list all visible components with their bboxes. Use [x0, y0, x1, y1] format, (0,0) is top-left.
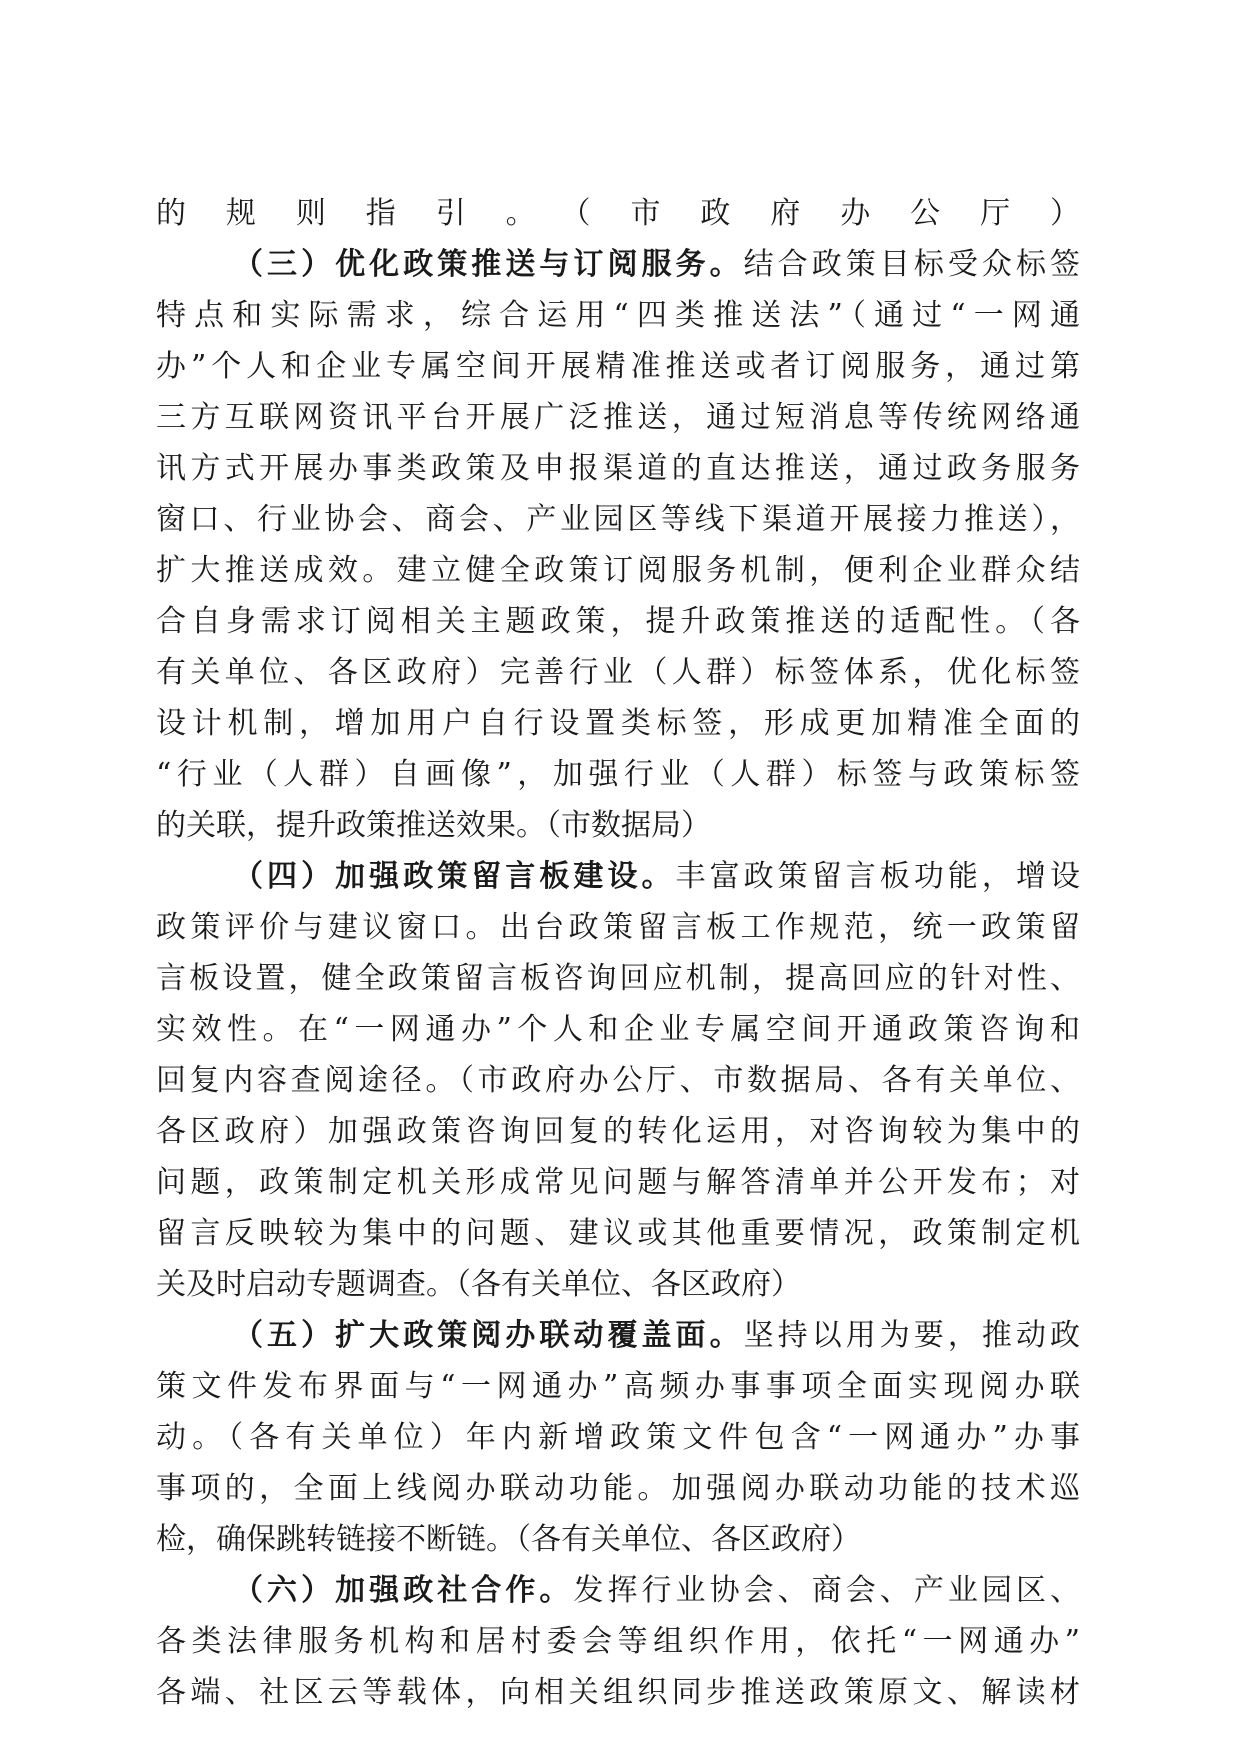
text-line — [156, 494, 1080, 545]
text-line — [156, 902, 1080, 953]
body-text: 政策评价与建议窗口。出台政策留言板工作规范，统一政策留 — [156, 910, 1080, 945]
body-text: “行业（人群）自画像”，加强行业（人群）标签与政策标签 — [156, 757, 1080, 792]
text-line — [156, 1259, 1080, 1310]
section-heading: （五）扩大政策阅办联动覆盖面。 — [233, 1318, 744, 1353]
text-line — [156, 1412, 1080, 1463]
body-text: 动。（各有关单位）年内新增政策文件包含“一网通办”办事 — [156, 1420, 1080, 1455]
paragraph-first-line — [156, 239, 1080, 290]
body-text: 特点和实际需求，综合运用“四类推送法”（通过“一网通 — [156, 298, 1080, 333]
text-line — [156, 1157, 1080, 1208]
body-text: 实效性。在“一网通办”个人和企业专属空间开通政策咨询和 — [156, 1012, 1080, 1047]
body-text: 有关单位、各区政府）完善行业（人群）标签体系，优化标签 — [156, 655, 1080, 690]
text-line — [156, 1667, 1080, 1718]
body-text: 的规则指引。（市政府办公厅） — [156, 196, 1080, 231]
text-line — [156, 1106, 1080, 1157]
section-heading: （六）加强政社合作。 — [233, 1573, 574, 1608]
body-text: 扩大推送成效。建立健全政策订阅服务机制，便利企业群众结 — [156, 553, 1080, 588]
body-text: 留言反映较为集中的问题、建议或其他重要情况，政策制定机 — [156, 1216, 1080, 1251]
text-line — [156, 596, 1080, 647]
body-text: 策文件发布界面与“一网通办”高频办事事项全面实现阅办联 — [156, 1369, 1080, 1404]
body-text: 讯方式开展办事类政策及申报渠道的直达推送，通过政务服务 — [156, 451, 1080, 486]
body-text: 各类法律服务机构和居村委会等组织作用，依托“一网通办” — [156, 1624, 1080, 1659]
text-line — [156, 1514, 1080, 1565]
body-text: 关及时启动专题调查。（各有关单位、各区政府） — [156, 1267, 801, 1302]
text-line — [156, 953, 1080, 1004]
body-text: 言板设置，健全政策留言板咨询回应机制，提高回应的针对性、 — [156, 961, 1080, 996]
text-line — [156, 290, 1080, 341]
body-text: 结合政策目标受众标签 — [743, 247, 1080, 282]
text-line — [156, 1361, 1080, 1412]
body-text: 检，确保跳转链接不断链。（各有关单位、各区政府） — [156, 1522, 861, 1557]
section-heading: （四）加强政策留言板建设。 — [233, 859, 676, 894]
body-text: 丰富政策留言板功能，增设 — [675, 859, 1081, 894]
body-text: 各区政府）加强政策咨询回复的转化运用，对咨询较为集中的 — [156, 1114, 1080, 1149]
paragraph-first-line — [156, 851, 1080, 902]
section-heading: （三）优化政策推送与订阅服务。 — [233, 247, 744, 282]
paragraph-first-line — [156, 1310, 1080, 1361]
text-line — [156, 1055, 1080, 1106]
body-text: 合自身需求订阅相关主题政策，提升政策推送的适配性。（各 — [156, 604, 1080, 639]
body-text: 回复内容查阅途径。（市政府办公厅、市数据局、各有关单位、 — [156, 1063, 1080, 1098]
text-line — [156, 698, 1080, 749]
body-text: 问题，政策制定机关形成常见问题与解答清单并公开发布；对 — [156, 1165, 1080, 1200]
body-text: 窗口、行业协会、商会、产业园区等线下渠道开展接力推送）， — [156, 502, 1080, 537]
body-text: 的关联，提升政策推送效果。（市数据局） — [156, 808, 711, 843]
text-line — [156, 1004, 1080, 1055]
body-text: 三方互联网资讯平台开展广泛推送，通过短消息等传统网络通 — [156, 400, 1080, 435]
document-body — [156, 188, 1080, 1718]
body-text: 办”个人和企业专属空间开展精准推送或者订阅服务，通过第 — [156, 349, 1080, 384]
text-line — [156, 341, 1080, 392]
body-text: 坚持以用为要，推动政 — [743, 1318, 1080, 1353]
text-line — [156, 749, 1080, 800]
text-line — [156, 392, 1080, 443]
text-line — [156, 800, 1080, 851]
text-line — [156, 443, 1080, 494]
text-line — [156, 545, 1080, 596]
body-text: 各端、社区云等载体，向相关组织同步推送政策原文、解读材 — [156, 1675, 1080, 1710]
text-line — [156, 1616, 1080, 1667]
body-text: 设计机制，增加用户自行设置类标签，形成更加精准全面的 — [156, 706, 1080, 741]
paragraph-first-line — [156, 1565, 1080, 1616]
text-line — [156, 188, 1080, 239]
text-line — [156, 1208, 1080, 1259]
body-text: 事项的，全面上线阅办联动功能。加强阅办联动功能的技术巡 — [156, 1471, 1080, 1506]
text-line — [156, 1463, 1080, 1514]
text-line — [156, 647, 1080, 698]
body-text: 发挥行业协会、商会、产业园区、 — [573, 1573, 1081, 1608]
